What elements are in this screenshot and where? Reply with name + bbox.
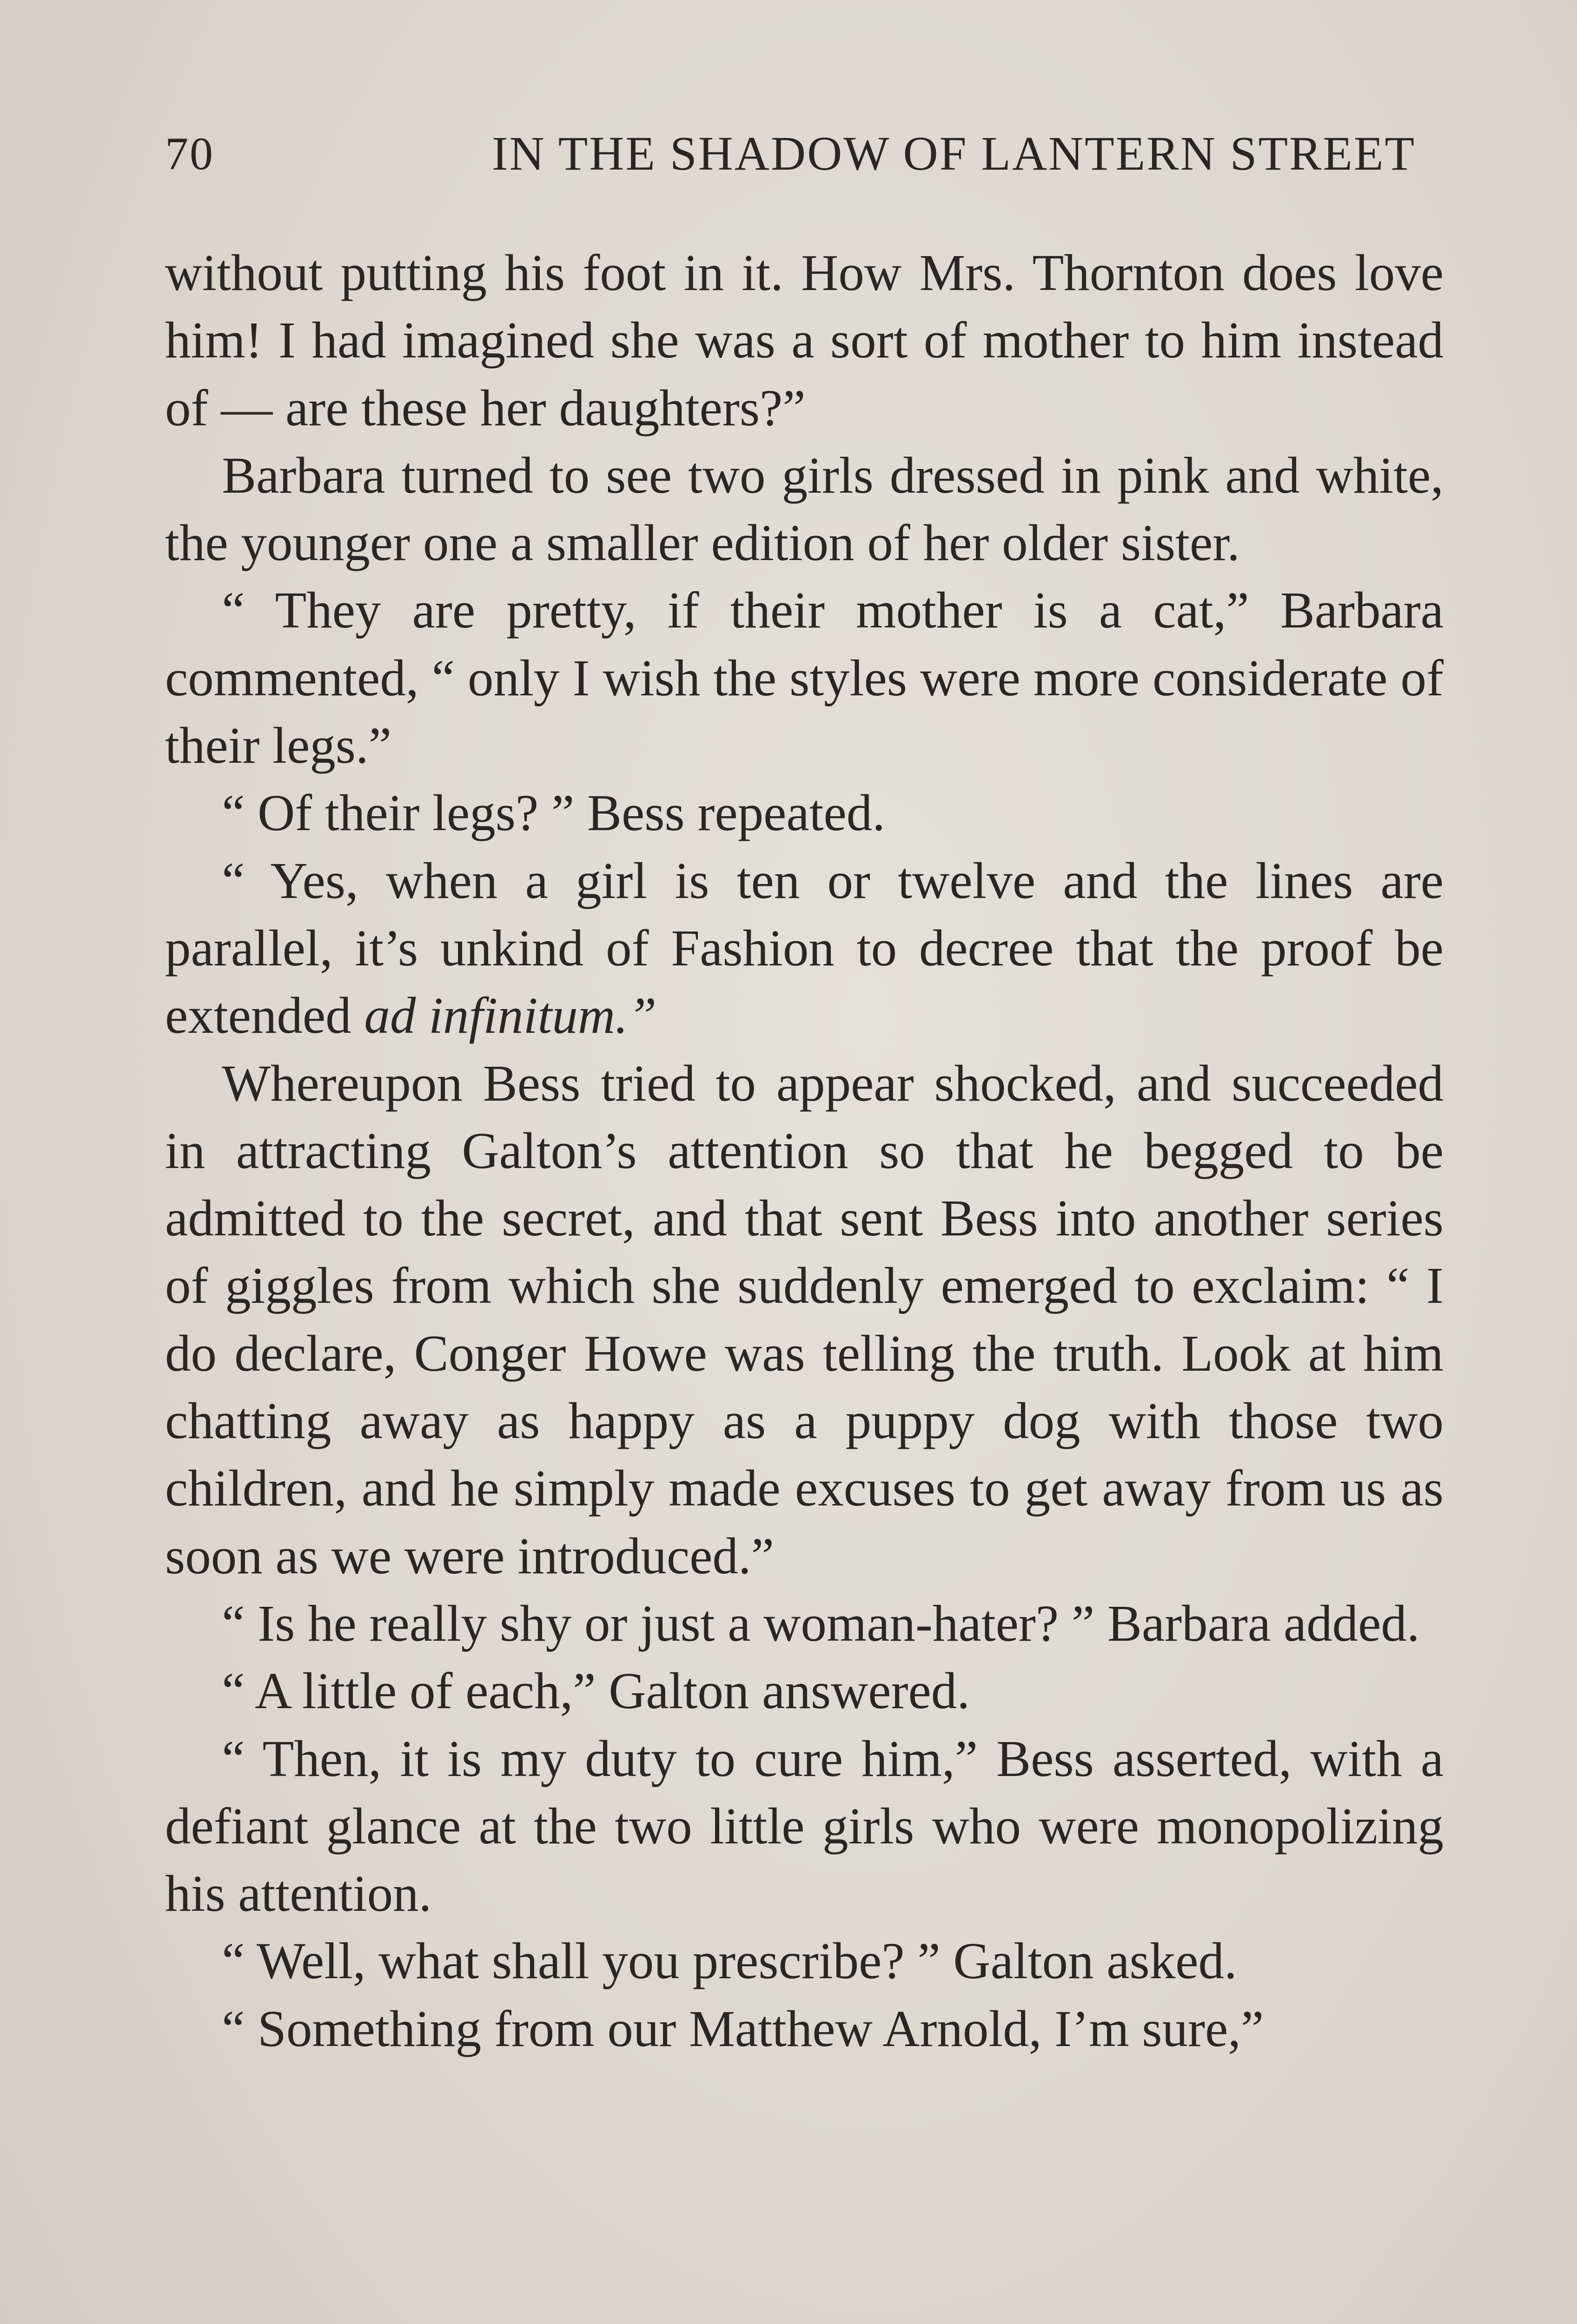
paragraph: [165, 1725, 1444, 1928]
running-title: IN THE SHADOW OF LANTERN STREET: [491, 126, 1416, 180]
paragraph-text: “ They are pretty, if their mother is a cat,” Barbara commented, “ only I wish the styles were more considerate of their legs.”: [165, 582, 1444, 775]
paragraph: [165, 1050, 1444, 1590]
paragraph-text: “ Is he really shy or just a woman-hater? ” Barbara added.: [222, 1595, 1420, 1652]
paragraph-text: “ Of their legs? ” Bess repeated.: [222, 785, 886, 842]
paragraph: [165, 239, 1444, 442]
paragraph-text: “ Well, what shall you prescribe? ” Galton asked.: [222, 1933, 1237, 1990]
paragraph-text: Whereupon Bess tried to appear shocked, and succeeded in attracting Galton’s attention so that he begged to be admitted to the secret, and that sent Bess into another series of giggles from which she suddenly emerged to exclaim: “ I do declare, Conger Howe was telling the truth. Look at him chatting away as happy as a puppy dog with those two children, and he simply made excuses to get away from us as soon as we were introduced.”: [165, 1055, 1444, 1585]
paragraph: [165, 442, 1444, 577]
paragraph-text: “ Yes, when a girl is ten or twelve and the lines are parallel, it’s unkind of Fashion to decree that the proof be extended: [165, 852, 1444, 1045]
body-text: [165, 239, 1444, 2063]
italic-text: ad infinitum.”: [364, 987, 657, 1045]
paragraph: [165, 577, 1444, 779]
paragraph-text: “ A little of each,” Galton answered.: [222, 1663, 970, 1720]
paragraph: [165, 1590, 1444, 1657]
paragraph: [165, 1995, 1444, 2063]
paragraph: [165, 1657, 1444, 1725]
paragraph: [165, 847, 1444, 1050]
page-number: 70: [165, 127, 214, 179]
paragraph-text: without putting his foot in it. How Mrs. Thornton does love him! I had imagined she was a sort of mother to him instead of — are these her daughters?”: [165, 244, 1444, 437]
paragraph: [165, 779, 1444, 847]
paragraph-text: Barbara turned to see two girls dressed in pink and white, the younger one a smaller edition of her older sister.: [165, 447, 1444, 572]
paragraph: [165, 1928, 1444, 1995]
paragraph-text: “ Something from our Matthew Arnold, I’m sure,”: [222, 2000, 1264, 2058]
page-header: [165, 123, 1416, 184]
paragraph-text: “ Then, it is my duty to cure him,” Bess asserted, with a defiant glance at the two little girls who were monopolizing his attention.: [165, 1730, 1444, 1923]
